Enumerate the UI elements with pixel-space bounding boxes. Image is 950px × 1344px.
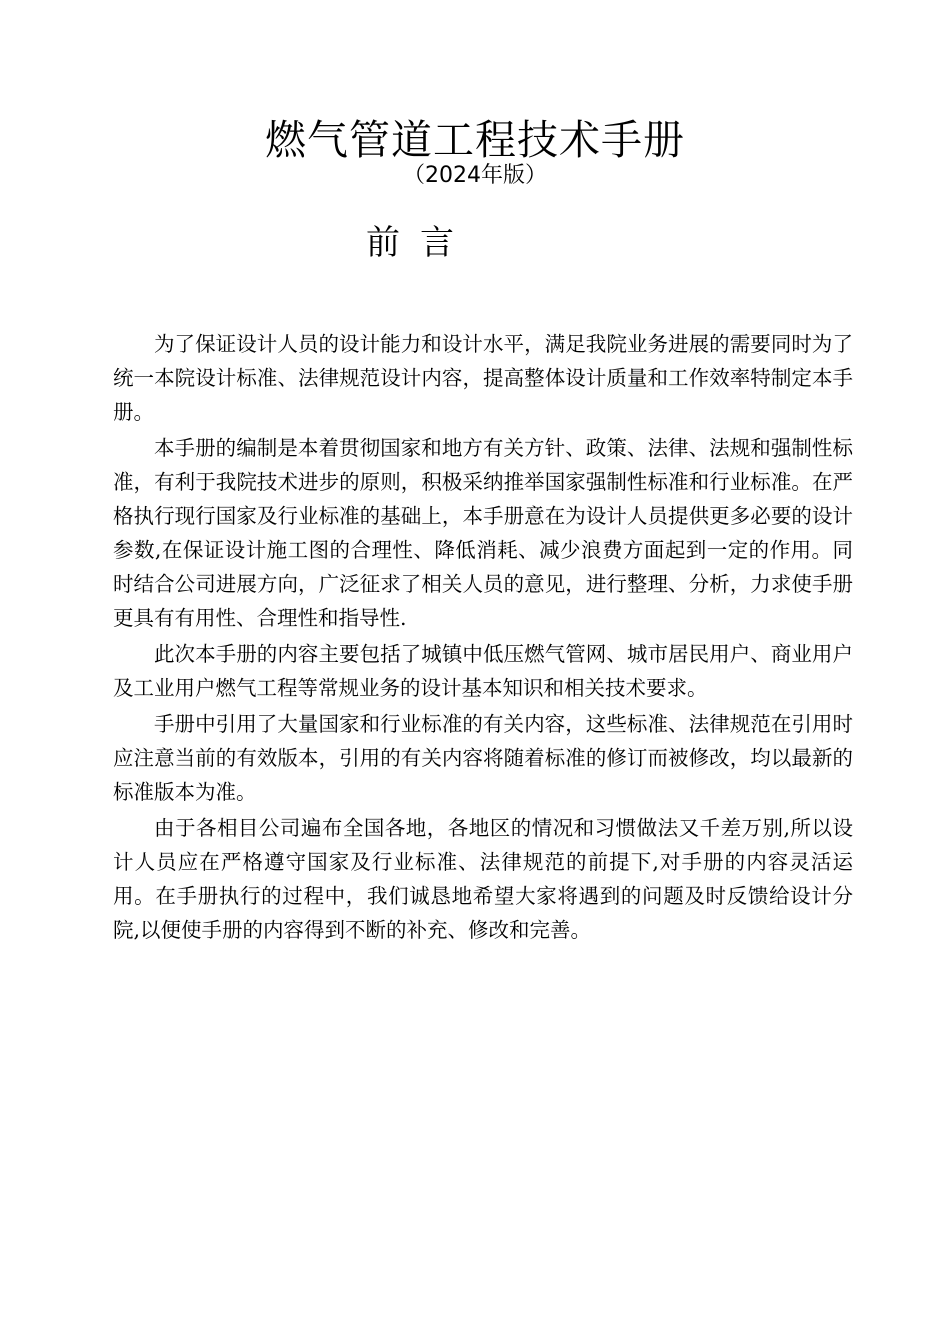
paragraph-2: 本手册的编制是本着贯彻国家和地方有关方针、政策、法律、法规和强制性标准，有利于我院技术进步的原则，积极采纳推举国家强制性标准和行业标准。在严格执行现行国家及行业标准的基础上，本手册意在为设计人员提供更多必要的设计参数,在保证设计施工图的合理性、降低消耗、减少浪费方面起到一定的作用。同时结合公司进展方向，广泛征求了相关人员的意见，进行整理、分析，力求使手册更具有有用性、合理性和指导性. <box>113 436 853 630</box>
document-edition: （2024年版） <box>403 163 547 188</box>
document-title: 燃气管道工程技术手册 <box>265 116 685 164</box>
paragraph-5: 由于各相目公司遍布全国各地，各地区的情况和习惯做法又千差万别,所以设计人员应在严格遵守国家及行业标准、法律规范的前提下,对手册的内容灵活运用。在手册执行的过程中，我们诚恳地希望大家将遇到的问题及时反馈给设计分院,以便使手册的内容得到不断的补充、修改和完善。 <box>113 816 853 942</box>
preface-heading: 前言 <box>366 223 474 263</box>
paragraph-1: 为了保证设计人员的设计能力和设计水平，满足我院业务进展的需要同时为了统一本院设计标准、法律规范设计内容，提高整体设计质量和工作效率特制定本手册。 <box>113 332 853 424</box>
preface-body <box>113 327 853 949</box>
paragraph-3: 此次本手册的内容主要包括了城镇中低压燃气管网、城市居民用户、商业用户及工业用户燃气工程等常规业务的设计基本知识和相关技术要求。 <box>113 642 853 700</box>
paragraph-4: 手册中引用了大量国家和行业标准的有关内容，这些标准、法律规范在引用时应注意当前的有效版本，引用的有关内容将随着标准的修订而被修改，均以最新的标准版本为准。 <box>113 712 853 804</box>
